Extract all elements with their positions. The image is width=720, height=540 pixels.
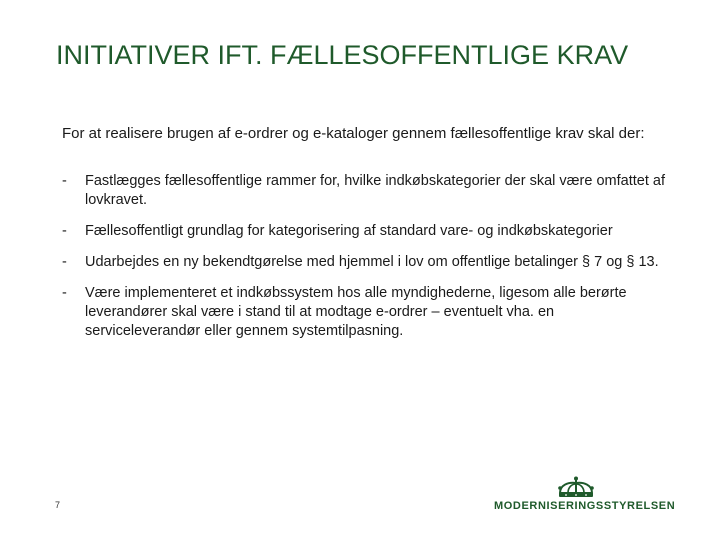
bullet-list (62, 172, 672, 353)
bullet-text: Udarbejdes en ny bekendtgørelse med hjemmel i lov om offentlige betalinger § 7 og § 13. (85, 254, 659, 270)
slide-title: INITIATIVER IFT. FÆLLESOFFENTLIGE KRAV (56, 40, 629, 70)
crown-icon (556, 476, 596, 500)
bullet-dash: - (62, 254, 67, 270)
bullet-item (62, 172, 672, 210)
bullet-text: Være implementeret et indkøbssystem hos alle myndighederne, ligesom alle berørte leverandører skal være i stand til at modtage e-ordrer – eventuelt vha. en serviceleverandør eller gennem systemtilpasning. (85, 285, 627, 339)
logo-text: MODERNISERINGSSTYRELSEN (494, 500, 676, 512)
page-number: 7 (55, 500, 61, 510)
bullet-dash: - (62, 285, 67, 301)
bullet-dash: - (62, 173, 67, 189)
bullet-dash: - (62, 223, 67, 239)
intro-text: For at realisere brugen af e-ordrer og e-kataloger gennem fællesoffentlige krav skal der: (62, 125, 645, 142)
organization-logo (494, 476, 674, 516)
bullet-text: Fællesoffentligt grundlag for kategorisering af standard vare- og indkøbskategorier (85, 223, 613, 239)
bullet-text: Fastlægges fællesoffentlige rammer for, hvilke indkøbskategorier der skal være omfattet af lovkravet. (85, 173, 665, 208)
bullet-item (62, 253, 672, 272)
bullet-item (62, 284, 672, 341)
bullet-item (62, 222, 672, 241)
